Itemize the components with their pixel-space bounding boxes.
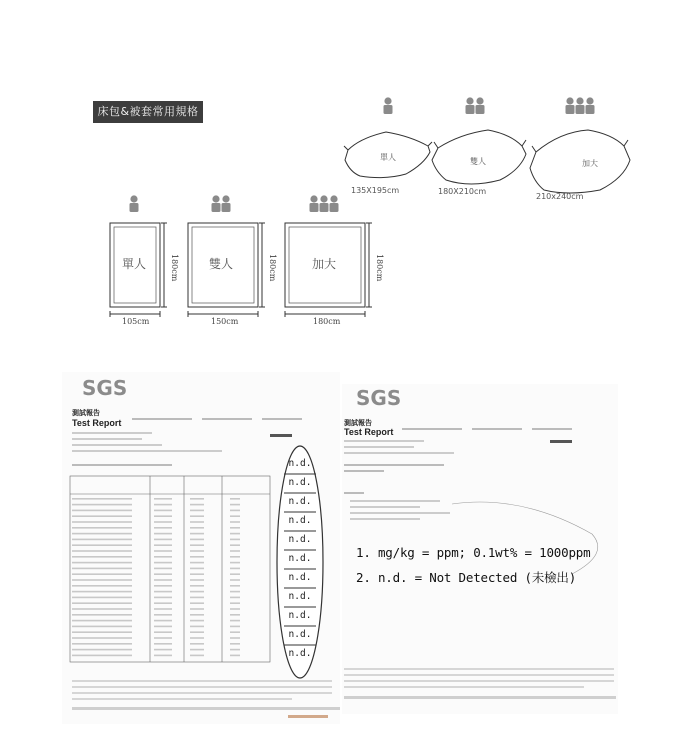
bed-single-label: 單人 — [122, 257, 147, 271]
pillow-double-label: 雙人 — [470, 157, 486, 166]
pillow-single — [344, 132, 432, 195]
nd-value: n.d. — [288, 515, 312, 526]
nd-value: n.d. — [288, 534, 312, 545]
nd-callout-oval — [275, 444, 325, 680]
person-icon-single-top — [384, 97, 393, 114]
note-nd-definition: 2. n.d. = Not Detected (未檢出) — [356, 570, 577, 585]
pillow-king-label: 加大 — [582, 159, 598, 168]
person-icon-single-bed — [130, 195, 139, 212]
nd-value: n.d. — [288, 496, 312, 507]
person-icon-double-top — [466, 97, 485, 114]
report-2-title-cn: 測試報告 — [344, 420, 372, 427]
bed-double-width: 150cm — [211, 317, 239, 326]
bed-double-length: 180cm — [268, 254, 277, 282]
bed-single-length: 180cm — [170, 254, 179, 282]
report-1-title-en: Test Report — [72, 418, 122, 428]
sgs-logo-2: SGS — [356, 386, 402, 410]
pillow-single-label: 單人 — [380, 153, 396, 162]
nd-value: n.d. — [288, 458, 312, 469]
size-spec-title: 床包&被套常用規格 — [93, 101, 203, 123]
pillow-double-size: 180X210cm — [438, 187, 487, 196]
nd-value: n.d. — [288, 610, 312, 621]
nd-value: n.d. — [288, 572, 312, 583]
bed-double-label: 雙人 — [209, 257, 234, 271]
person-icon-double-bed — [212, 195, 231, 212]
bed-king — [285, 223, 384, 326]
pillow-single-size: 135X195cm — [351, 186, 400, 195]
bed-king-length: 180cm — [375, 254, 384, 282]
size-diagrams — [0, 0, 698, 340]
nd-value: n.d. — [288, 648, 312, 659]
pillow-double — [432, 130, 526, 196]
pillow-king-size: 210x240cm — [536, 192, 584, 201]
sgs-logo-1: SGS — [82, 376, 128, 400]
bed-double — [188, 223, 277, 326]
bed-single-width: 105cm — [122, 317, 150, 326]
report-2-title-en: Test Report — [344, 427, 394, 437]
nd-value: n.d. — [288, 591, 312, 602]
person-icon-triple-top — [566, 97, 595, 114]
nd-value: n.d. — [288, 629, 312, 640]
person-icon-triple-bed — [310, 195, 339, 212]
nd-value: n.d. — [288, 477, 312, 488]
bed-single — [110, 223, 179, 326]
bed-king-label: 加大 — [312, 257, 337, 271]
report-1-title-cn: 測試報告 — [72, 410, 100, 417]
pillow-king — [530, 130, 630, 201]
note-ppm-conversion: 1. mg/kg = ppm; 0.1wt% = 1000ppm — [356, 545, 591, 560]
nd-value: n.d. — [288, 553, 312, 564]
bed-king-width: 180cm — [313, 317, 341, 326]
